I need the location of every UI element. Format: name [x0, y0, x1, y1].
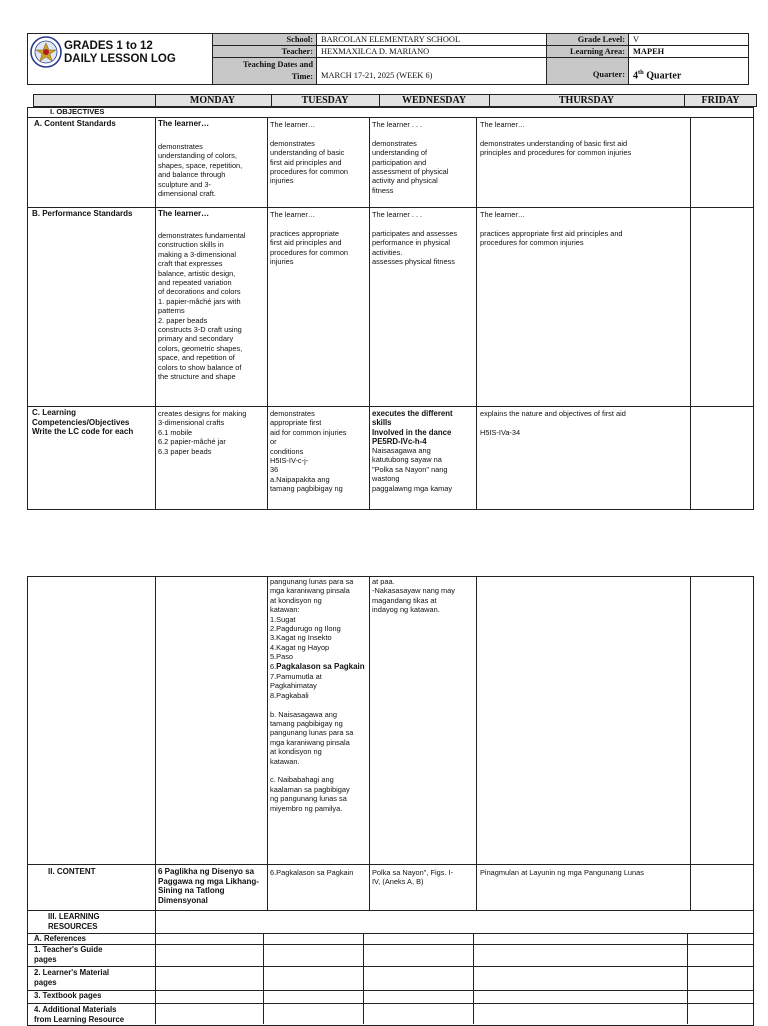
cs-thursday: The learner… demonstrates understanding of basic first aid principles and procedures for common injuries — [480, 120, 632, 158]
day-monday: MONDAY — [189, 95, 236, 106]
dates-label: Teaching Dates and Time: — [243, 60, 313, 81]
p1-hline-1 — [27, 207, 754, 208]
teachers-guide-label: 1. Teacher's Guide pages — [34, 945, 103, 964]
p1-hline-2 — [27, 406, 754, 407]
dates-label-cell — [212, 57, 317, 85]
hdr-div-2 — [271, 94, 272, 107]
grade-value: V — [633, 35, 640, 44]
performance-standards-label: B. Performance Standards — [32, 209, 133, 218]
p2-hline-5 — [27, 966, 754, 967]
hdr-div-5 — [684, 94, 685, 107]
cs-tuesday: The learner… demonstrates understanding of basic first aid principles and procedures for common injuries — [270, 120, 349, 186]
page2-grid — [27, 576, 754, 1026]
p2-hline-1 — [27, 864, 754, 865]
textbook-label: 3. Textbook pages — [34, 991, 102, 1000]
p2-vline-4 — [476, 576, 477, 911]
ps-thursday: The learner… practices appropriate first aid principles and procedures for common injuries — [480, 210, 623, 248]
cont-tuesday-b: 7.Pamumutla at Pagkahimatay 8.Pagkabali b. Naisasagawa ang tamang pagbibigay ng pangunang lunas para sa mga karaniwang pinsala at kondisyon ng katawan. c. Naibabahagi ang kaalaman sa pagbibigay ng pangunang lunas sa miyembro ng pamilya. — [270, 672, 354, 813]
quarter-num: 4 — [633, 70, 638, 82]
cont-tuesday-a: pangunang lunas para sa mga karaniwang pinsala at kondisyon ng katawan: 1.Sugat 2.Pagdurugo ng Ilong 3.Kagat ng Insekto 4.Kagat ng Hayop 5.Paso — [270, 577, 354, 662]
day-tuesday: TUESDAY — [301, 95, 349, 106]
p2-res-vline-1 — [155, 910, 156, 1024]
lc-wednesday-bold: executes the different skills Involved in the dance PE5RD-IVc-h-4 — [372, 409, 453, 447]
content-monday: 6 Paglikha ng Disenyo sa Paggawa ng mga Likhang- Sining na Tatlong Dimensyonal — [158, 867, 259, 905]
cont-tuesday-bold-text: Pagkalason sa Pagkain — [276, 662, 365, 671]
log-title-line1: GRADES 1 to 12 — [64, 40, 153, 52]
ps-monday: demonstrates fundamental construction skills in making a 3-dimensional craft that expresses balance, artistic design, and repeated variation of decorations and colors 1. papier-mâché jars with patterns 2. paper beads constructs 3-D craft using primary and secondary colors, geometric shapes, space, and repetition of colors to show balance of the structure and shape — [158, 231, 246, 382]
content-thursday: Pinagmulan at Layunin ng mga Pangunang Lunas — [480, 868, 644, 877]
p2-vline-5 — [690, 576, 691, 911]
cs-wednesday: The learner . . . demonstrates understanding of participation and assessment of physical activity and physical fitness — [372, 120, 449, 195]
log-title-line2: DAILY LESSON LOG — [64, 53, 176, 65]
p2-vline-1 — [155, 576, 156, 911]
lc-monday: creates designs for making 3-dimensional crafts 6.1 mobile 6.2 papier-mâché jar 6.3 paper beads — [158, 409, 247, 456]
day-wednesday: WEDNESDAY — [401, 95, 467, 106]
p2-res-vline-4 — [473, 933, 474, 1024]
hdr-div-3 — [379, 94, 380, 107]
learning-resources-label: III. LEARNING RESOURCES — [48, 912, 100, 931]
p2-hline-7 — [27, 1003, 754, 1004]
lc-label: C. Learning Competencies/Objectives Write the LC code for each — [32, 408, 134, 437]
hdr-div-1 — [155, 94, 156, 107]
p2-res-vline-2 — [263, 933, 264, 1024]
content-standards-label: A. Content Standards — [34, 119, 116, 128]
school-label: School: — [286, 35, 313, 44]
content-tuesday: 6.Pagkalason sa Pagkain — [270, 868, 354, 877]
p1-vline-3 — [369, 117, 370, 510]
area-label: Learning Area: — [570, 47, 625, 56]
p1-vline-2 — [267, 117, 268, 510]
ps-tuesday: The learner… practices appropriate first aid principles and procedures for common injuries — [270, 210, 349, 267]
p1-vline-4 — [476, 117, 477, 510]
quarter-label-cell — [546, 57, 629, 85]
day-thursday: THURSDAY — [558, 95, 615, 106]
p2-hline-2 — [27, 910, 754, 911]
ps-wednesday: The learner . . . participates and assesses performance in physical activities. assesses physical fitness — [372, 210, 458, 267]
p2-hline-3 — [27, 933, 754, 934]
references-label: A. References — [34, 934, 87, 943]
p2-res-vline-5 — [687, 933, 688, 1024]
p2-hline-4 — [27, 944, 754, 945]
day-friday: FRIDAY — [701, 95, 740, 106]
content-label: II. CONTENT — [48, 867, 96, 876]
area-value: MAPEH — [633, 47, 665, 56]
dates-value: MARCH 17-21, 2025 (WEEK 6) — [321, 71, 433, 80]
quarter-word: Quarter — [643, 70, 682, 82]
dates-value-cell — [316, 57, 547, 85]
school-value: BARCOLAN ELEMENTARY SCHOOL — [321, 35, 461, 44]
lc-wednesday: Naisasagawa ang katutubong sayaw na "Polka sa Nayon" nang wastong paggalawng mga kamay — [372, 446, 453, 493]
cs-monday-head: The learner… — [158, 119, 210, 128]
quarter-label: Quarter: — [592, 70, 625, 79]
learners-material-label: 2. Learner's Material pages — [34, 968, 110, 987]
p1-vline-1 — [155, 117, 156, 510]
cont-tuesday-bold — [270, 662, 368, 671]
p2-vline-2 — [267, 576, 268, 911]
p2-vline-3 — [369, 576, 370, 911]
cont-tuesday-bold-num: 6. — [270, 662, 277, 671]
quarter-sup: th — [638, 69, 644, 76]
cs-monday: demonstrates understanding of colors, shapes, space, repetition, and balance through sculpture and 3- dimensional craft. — [158, 142, 243, 199]
teacher-label: Teacher: — [281, 47, 313, 56]
lc-thursday: explains the nature and objectives of first aid H5IS-IVa-34 — [480, 409, 626, 437]
hdr-div-4 — [489, 94, 490, 107]
p1-vline-5 — [690, 117, 691, 510]
ps-monday-head: The learner… — [158, 209, 210, 218]
p2-hline-6 — [27, 990, 754, 991]
objectives-label: I. OBJECTIVES — [50, 107, 105, 116]
quarter-value — [629, 58, 748, 81]
teacher-value: HEXMAXILCA D. MARIANO — [321, 47, 430, 56]
lc-tuesday: demonstrates appropriate first aid for common injuries or conditions H5IS-IV-c-j- 36 a.Naipapakita ang tamang pagbibigay ng — [270, 409, 347, 494]
content-wednesday: Polka sa Nayon", Figs. I- IV, (Aneks A, B) — [372, 868, 454, 887]
quarter-value-cell — [628, 57, 749, 85]
additional-materials-label: 4. Additional Materials from Learning Resource — [34, 1005, 125, 1024]
cont-wednesday: at paa. -Nakasasayaw nang may magandang tikas at indayog ng katawan. — [372, 577, 455, 615]
p2-res-vline-3 — [363, 933, 364, 1024]
grade-label: Grade Level: — [577, 35, 625, 44]
